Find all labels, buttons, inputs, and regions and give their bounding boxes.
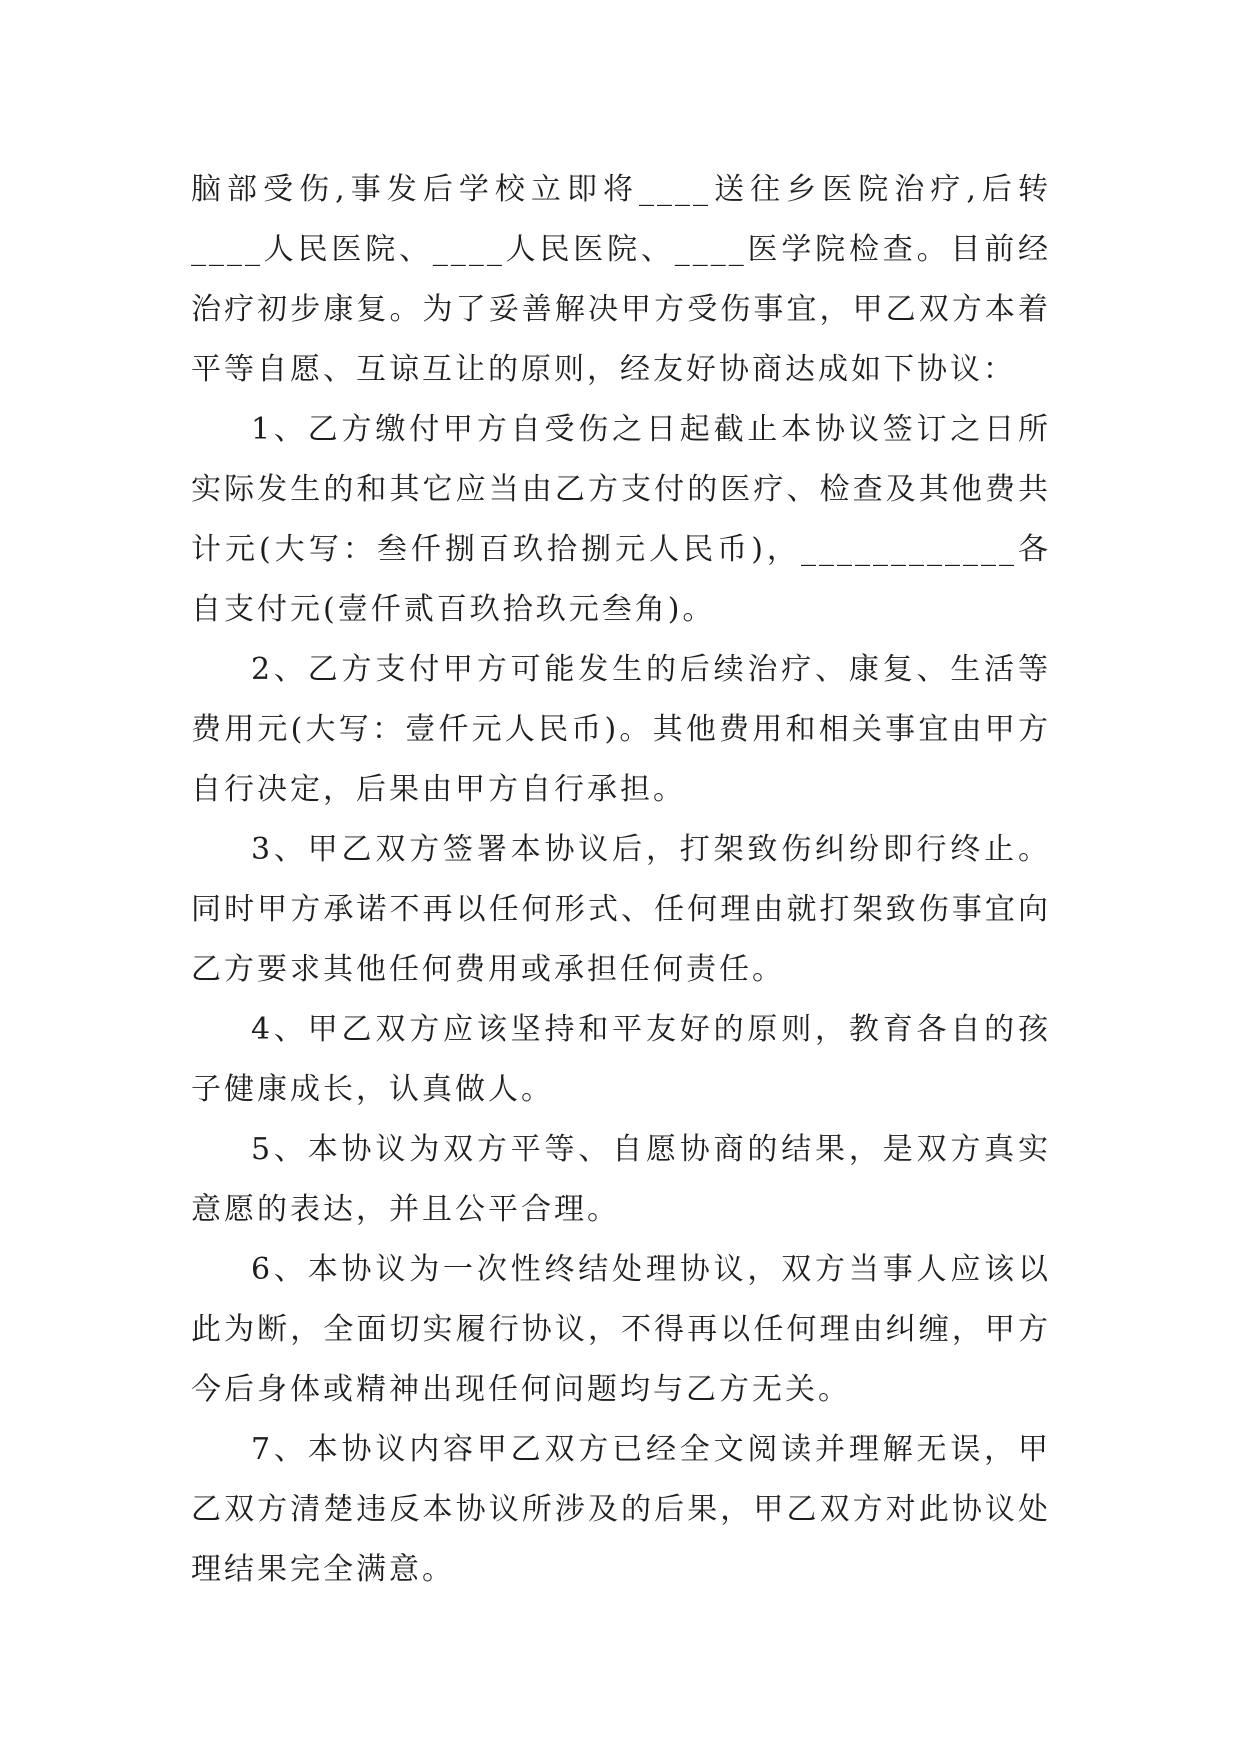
paragraph-clause-6: 6、本协议为一次性终结处理协议，双方当事人应该以此为断，全面切实履行协议，不得再以任何理由纠缠，甲方今后身体或精神出现任何问题均与乙方无关。 bbox=[191, 1252, 1051, 1407]
document-body bbox=[191, 160, 1051, 1600]
paragraph-intro-continuation: 脑部受伤,事发后学校立即将____送往乡医院治疗,后转____人民医院、____人民医院、____医学院检查。目前经治疗初步康复。为了妥善解决甲方受伤事宜，甲乙双方本着平等自愿、互谅互让的原则，经友好协商达成如下协议： bbox=[191, 172, 1051, 387]
paragraph-clause-5: 5、本协议为双方平等、自愿协商的结果，是双方真实意愿的表达，并且公平合理。 bbox=[191, 1132, 1051, 1227]
paragraph-clause-4: 4、甲乙双方应该坚持和平友好的原则，教育各自的孩子健康成长，认真做人。 bbox=[191, 1012, 1051, 1107]
paragraph-clause-2: 2、乙方支付甲方可能发生的后续治疗、康复、生活等费用元(大写：壹仟元人民币)。其他费用和相关事宜由甲方自行决定，后果由甲方自行承担。 bbox=[191, 652, 1051, 807]
paragraph-clause-3: 3、甲乙双方签署本协议后，打架致伤纠纷即行终止。同时甲方承诺不再以任何形式、任何理由就打架致伤事宜向乙方要求其他任何费用或承担任何责任。 bbox=[191, 832, 1051, 987]
paragraph-clause-7: 7、本协议内容甲乙双方已经全文阅读并理解无误，甲乙双方清楚违反本协议所涉及的后果，甲乙双方对此协议处理结果完全满意。 bbox=[191, 1432, 1051, 1587]
paragraph-clause-1: 1、乙方缴付甲方自受伤之日起截止本协议签订之日所实际发生的和其它应当由乙方支付的医疗、检查及其他费共计元(大写：叁仟捌百玖拾捌元人民币)，____________各自支付元(壹仟贰百玖拾玖元叁角)。 bbox=[191, 412, 1051, 627]
